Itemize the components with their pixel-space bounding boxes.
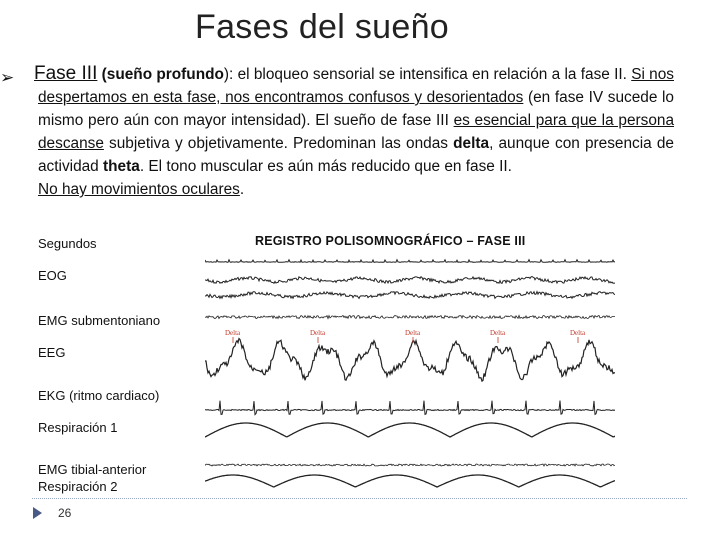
- text-segment-3: subjetiva y objetivamente. Predominan las ondas: [103, 135, 454, 152]
- recording-title: REGISTRO POLISOMNOGRÁFICO – FASE III: [255, 234, 526, 248]
- eeg-trace: [205, 339, 615, 382]
- delta-mark-label: Delta: [490, 329, 506, 337]
- channel-label: EOG: [38, 268, 67, 283]
- body-paragraph: [0, 62, 675, 201]
- channel-label: Respiración 2: [38, 479, 118, 494]
- arrow-bullet-icon: ➢: [0, 68, 15, 87]
- polysomnography-traces: [205, 255, 615, 498]
- theta-term: theta: [103, 158, 140, 175]
- respiration-2-trace: [205, 475, 615, 487]
- seconds-trace: [205, 260, 615, 263]
- essential-rest-text: es esencial para que la persona descanse: [38, 112, 675, 152]
- footer-triangle-icon: [33, 507, 42, 519]
- emg-submental-trace: [205, 316, 615, 319]
- delta-mark-label: Delta: [405, 329, 421, 337]
- text-segment-5: . El tono muscular es aún más reducido que en fase II.: [139, 158, 512, 175]
- channel-label: EMG tibial-anterior: [38, 462, 147, 477]
- wake-confusion-text: Si nos despertamos en esta fase, nos encontramos confusos y desorientados: [38, 66, 674, 106]
- delta-term: delta: [453, 135, 490, 152]
- delta-mark-label: Delta: [310, 329, 326, 337]
- slide-title: Fases del sueño: [195, 8, 449, 46]
- channel-label: EEG: [38, 345, 66, 360]
- phase-label: Fase III: [34, 63, 98, 84]
- channel-label: Segundos: [38, 236, 97, 251]
- text-segment-4: , aunque con presencia de actividad: [38, 135, 674, 175]
- text-segment-2: (en fase IV sucede lo mismo pero aún con mayor intensidad). El sueño de fase III: [38, 89, 674, 129]
- delta-mark-label: Delta: [225, 329, 241, 337]
- page-number: 26: [58, 506, 72, 520]
- delta-mark-label: Delta: [570, 329, 586, 337]
- eog-trace: [205, 277, 615, 284]
- no-eye-movements-text: No hay movimientos oculares: [38, 181, 240, 198]
- deep-sleep-open: (sueño: [101, 66, 157, 83]
- channel-label: EKG (ritmo cardiaco): [38, 388, 160, 403]
- bullet-item: [0, 66, 34, 87]
- emg-tibial-trace: [205, 464, 615, 466]
- respiration-1-trace: [205, 423, 615, 437]
- eog-trace-2: [205, 292, 615, 299]
- traces-svg: [205, 255, 615, 498]
- final-period: .: [239, 181, 245, 198]
- text-segment-1: ): el bloqueo sensorial se intensifica en relación a la fase II.: [223, 66, 632, 83]
- ekg-trace: [205, 401, 615, 415]
- deep-sleep-word: profundo: [156, 66, 224, 83]
- channel-label: EMG submentoniano: [38, 313, 161, 328]
- footer-divider: [32, 498, 687, 499]
- channel-label: Respiración 1: [38, 420, 118, 435]
